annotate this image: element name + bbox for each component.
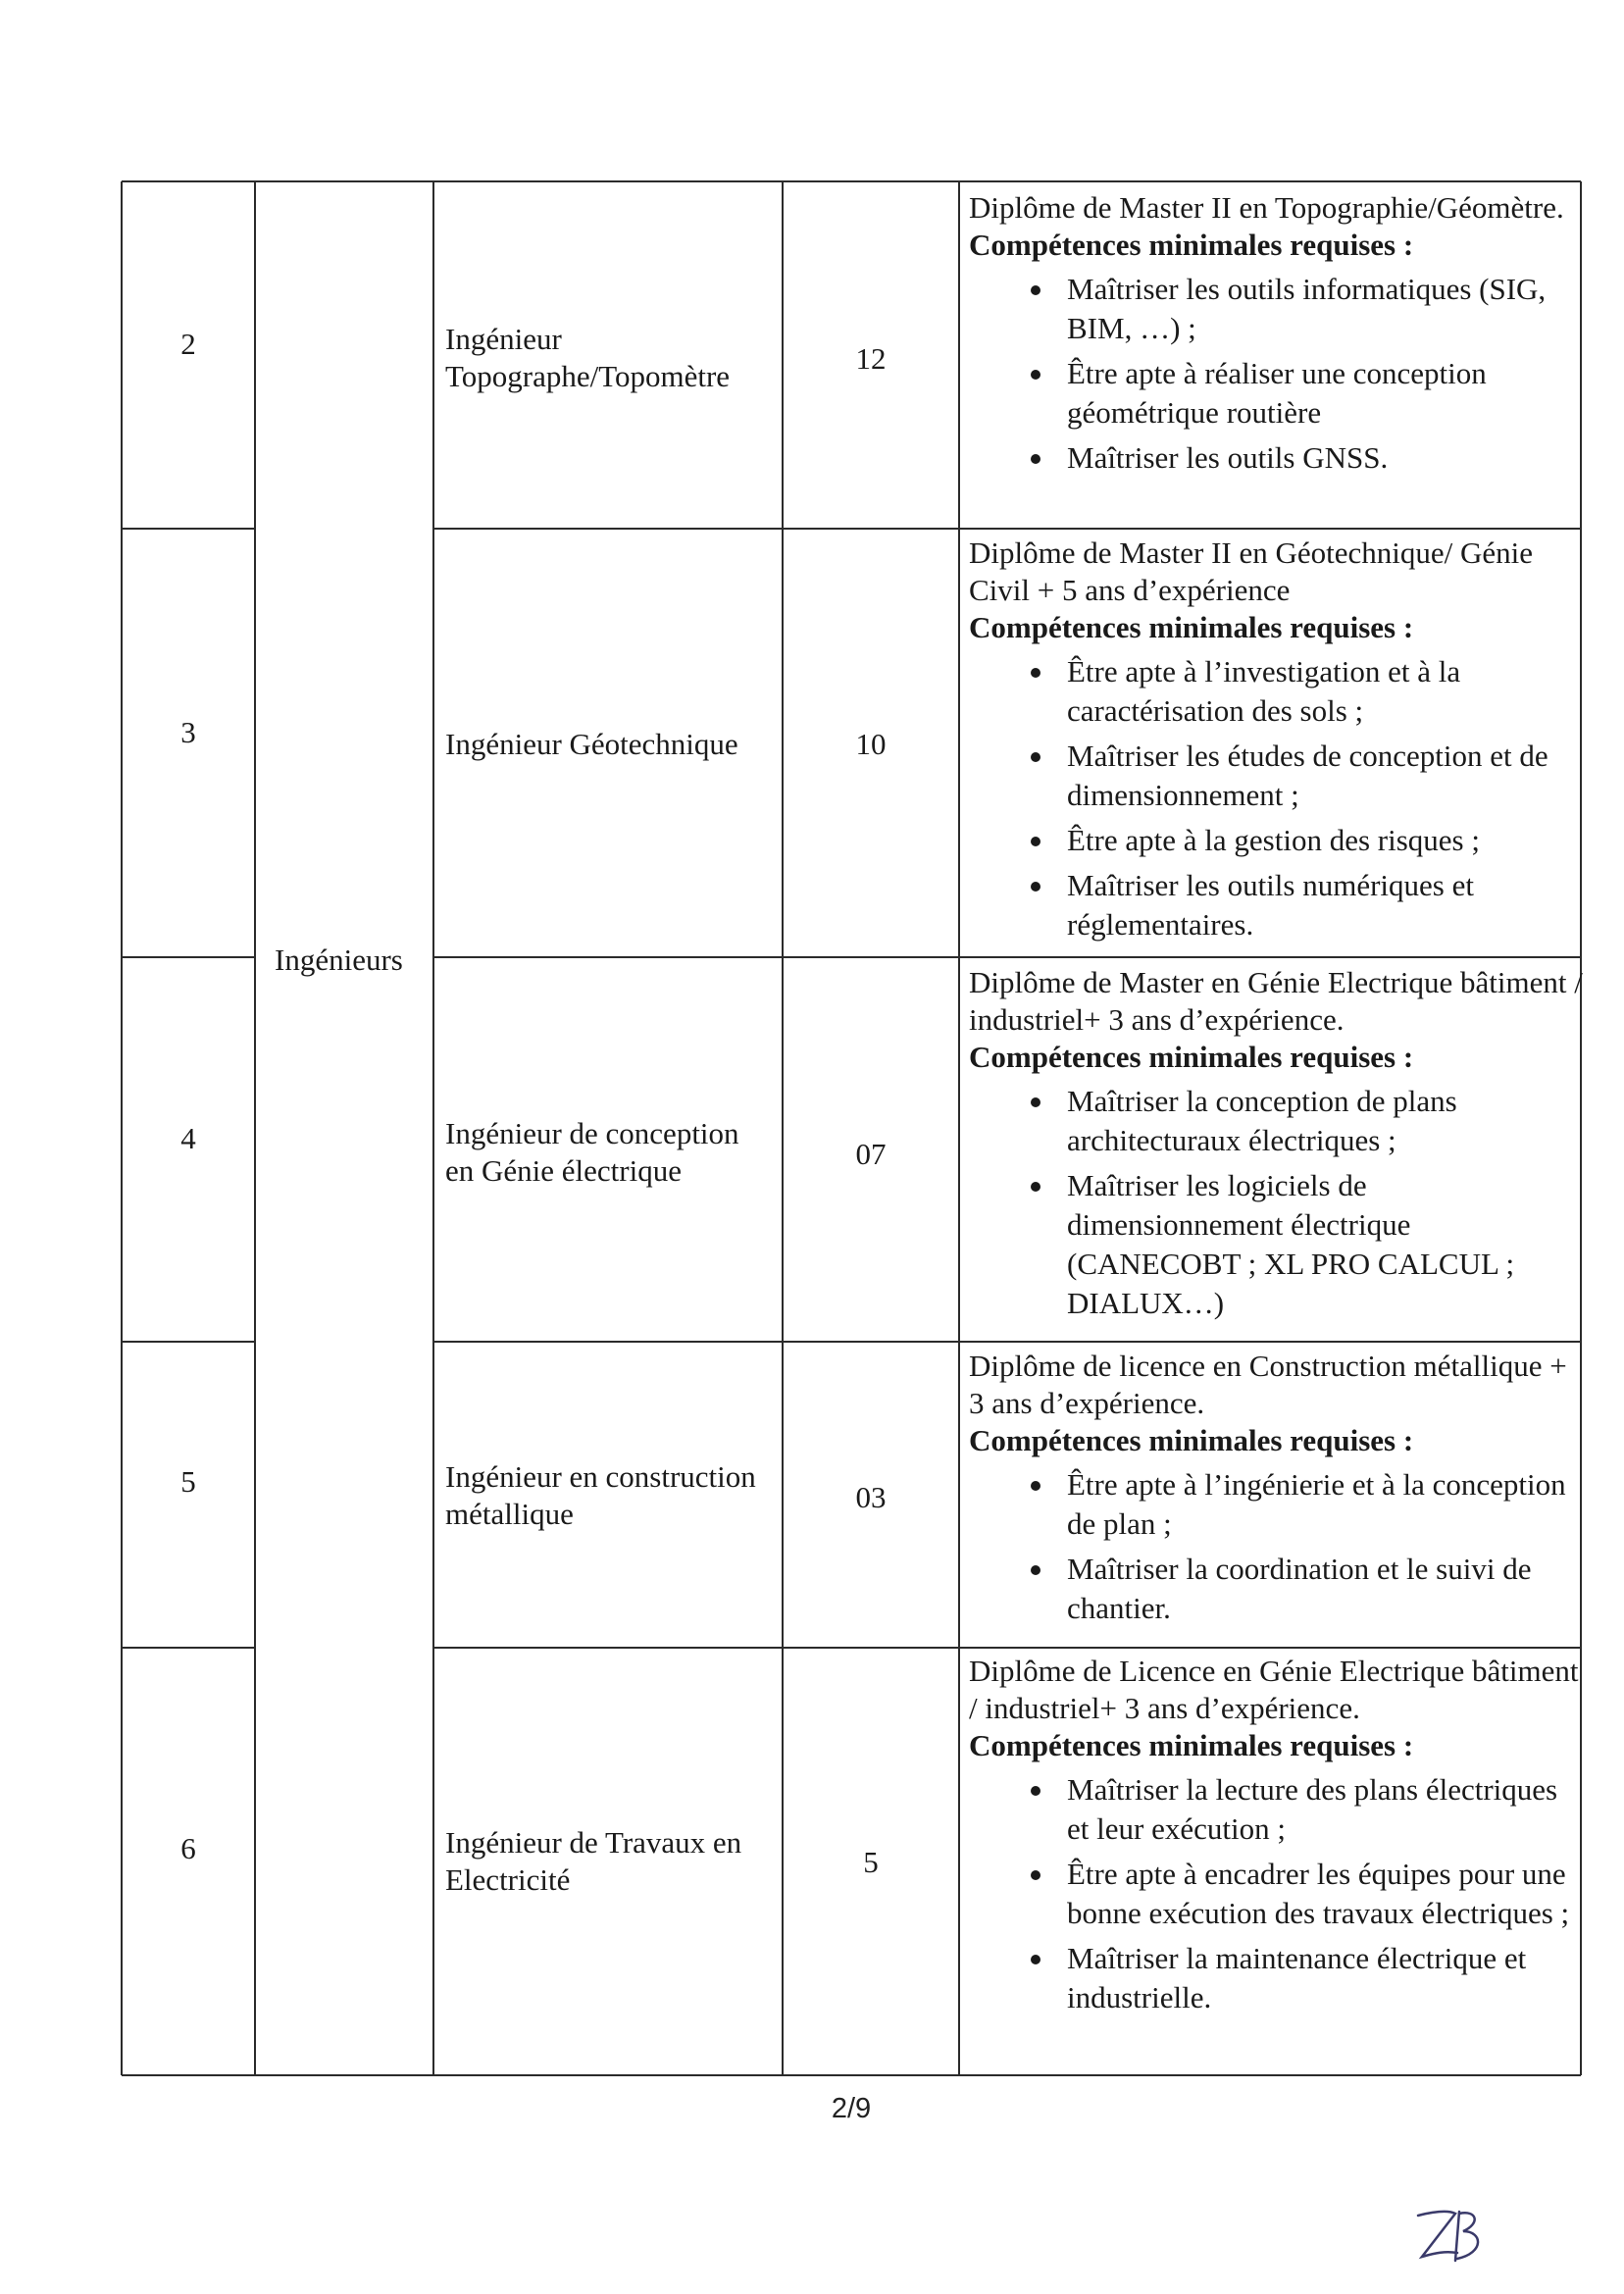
requirements-cell — [969, 964, 1587, 1323]
row-number: 5 — [180, 1464, 196, 1499]
competences-label: Compétences minimales requises : — [969, 1728, 1414, 1762]
page-number: 2/9 — [831, 2093, 872, 2124]
competence-item: Maîtriser les outils GNSS. — [969, 438, 1587, 478]
competence-item: Maîtriser les logiciels de dimensionnement électrique (CANECOBT ; XL PRO CALCUL ; DIALUX…) — [969, 1166, 1587, 1323]
competence-item: Être apte à l’ingénierie et à la conception de plan ; — [969, 1465, 1587, 1544]
competence-item: Maîtriser les études de conception et de dimensionnement ; — [969, 737, 1587, 815]
signature-initials — [1412, 2202, 1491, 2270]
post-title: Ingénieur Topographe/Topomètre — [445, 322, 731, 393]
competence-item: Être apte à la gestion des risques ; — [969, 821, 1587, 860]
requirements-cell — [969, 535, 1587, 944]
row-number: 2 — [180, 327, 196, 361]
category-cell: Ingénieurs — [275, 943, 403, 977]
post-title: Ingénieur de conception en Génie électrique — [445, 1116, 739, 1188]
row-number: 4 — [180, 1121, 196, 1155]
competences-list — [969, 652, 1587, 944]
diploma-text: Diplôme de licence en Construction métallique + 3 ans d’expérience. — [969, 1349, 1567, 1420]
competence-item: Maîtriser les outils informatiques (SIG, BIM, …) ; — [969, 270, 1587, 348]
competence-item: Maîtriser la lecture des plans électriques et leur exécution ; — [969, 1770, 1587, 1849]
competences-label: Compétences minimales requises : — [969, 1423, 1414, 1457]
competence-item: Être apte à encadrer les équipes pour une bonne exécution des travaux électriques ; — [969, 1855, 1587, 1933]
row-number: 6 — [180, 1831, 196, 1865]
diploma-text: Diplôme de Master II en Topographie/Géomètre. — [969, 190, 1564, 225]
competence-item: Maîtriser la conception de plans architecturaux électriques ; — [969, 1082, 1587, 1160]
competences-list — [969, 1465, 1587, 1628]
row-number: 3 — [180, 715, 196, 749]
diploma-text: Diplôme de Licence en Génie Electrique bâtiment / industriel+ 3 ans d’expérience. — [969, 1654, 1579, 1725]
competences-label: Compétences minimales requises : — [969, 228, 1414, 262]
post-count: 07 — [855, 1137, 887, 1171]
post-title: Ingénieur Géotechnique — [445, 727, 738, 761]
competences-list — [969, 270, 1587, 478]
post-title: Ingénieur en construction métallique — [445, 1459, 756, 1531]
post-count: 12 — [855, 341, 887, 376]
competence-item: Maîtriser les outils numériques et réglementaires. — [969, 866, 1587, 944]
competence-item: Être apte à réaliser une conception géométrique routière — [969, 354, 1587, 433]
post-count: 03 — [855, 1480, 887, 1514]
competences-label: Compétences minimales requises : — [969, 1040, 1414, 1074]
requirements-cell — [969, 1653, 1587, 2017]
competence-item: Maîtriser la coordination et le suivi de chantier. — [969, 1550, 1587, 1628]
requirements-cell — [969, 1348, 1587, 1628]
diploma-text: Diplôme de Master II en Géotechnique/ Génie Civil + 5 ans d’expérience — [969, 535, 1534, 607]
competences-list — [969, 1770, 1587, 2017]
competences-label: Compétences minimales requises : — [969, 610, 1414, 644]
competence-item: Maîtriser la maintenance électrique et industrielle. — [969, 1939, 1587, 2017]
requirements-cell — [969, 189, 1587, 478]
competence-item: Être apte à l’investigation et à la caractérisation des sols ; — [969, 652, 1587, 731]
post-count: 5 — [863, 1845, 879, 1879]
post-title: Ingénieur de Travaux en Electricité — [445, 1825, 742, 1897]
post-count: 10 — [855, 727, 887, 761]
competences-list — [969, 1082, 1587, 1323]
diploma-text: Diplôme de Master en Génie Electrique bâtiment / industriel+ 3 ans d’expérience. — [969, 965, 1583, 1037]
